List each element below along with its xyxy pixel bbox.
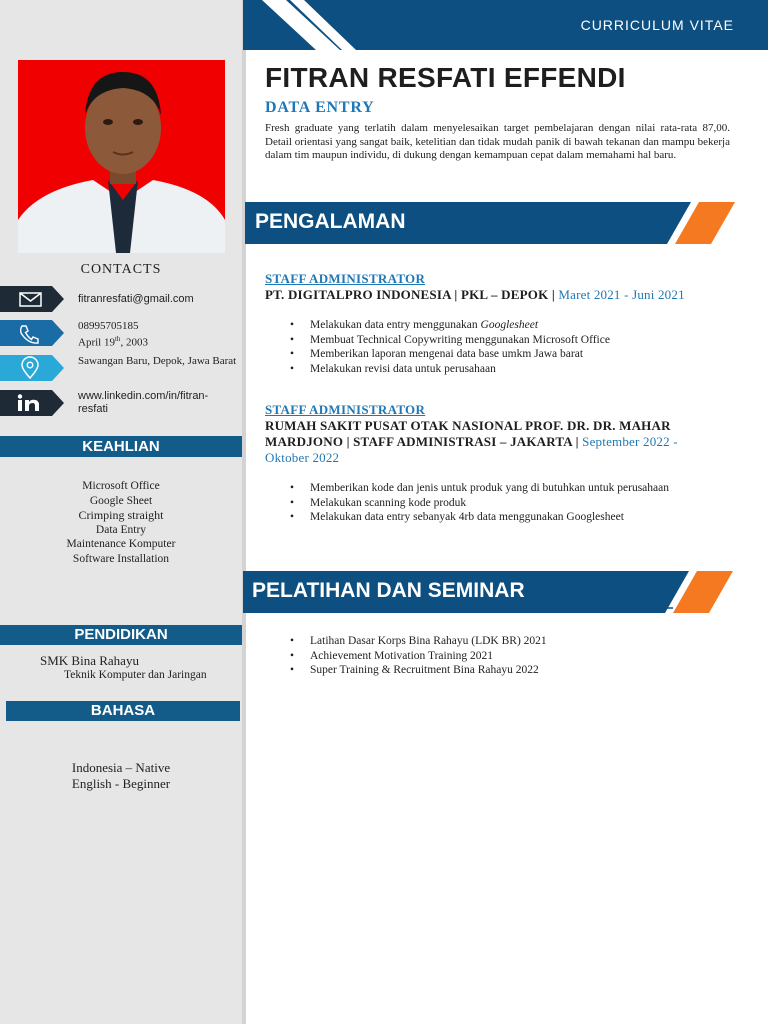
language-item: English - Beginner	[71, 776, 171, 791]
job-title-2: STAFF ADMINISTRATOR	[265, 402, 426, 417]
skill-item: Maintenance Komputer	[66, 538, 176, 550]
address-text: Sawangan Baru, Depok, Jawa Barat	[78, 355, 237, 367]
job-bullets-2	[286, 481, 686, 525]
linkedin-text[interactable]: www.linkedin.com/in/fitran-resfati	[78, 390, 209, 415]
header-label: CURRICULUM VITAE	[580, 17, 734, 33]
experience-title: PENGALAMAN	[255, 210, 406, 233]
training-title: PELATIHAN DAN SEMINAR	[252, 579, 525, 602]
list-item: • Memberikan laporan mengenai data base umkm Jawa barat	[286, 347, 726, 362]
profile-photo	[18, 60, 225, 253]
education-major: Teknik Komputer dan Jaringan	[64, 669, 207, 681]
list-item: • Melakukan revisi data untuk perusahaan	[286, 362, 726, 377]
job-title-1: STAFF ADMINISTRATOR	[265, 271, 426, 286]
language-item: Indonesia – Native	[71, 760, 171, 775]
skill-item: Google Sheet	[89, 494, 153, 507]
skills-header: KEAHLIAN	[0, 436, 242, 457]
birth-date: April 19th, 2003	[78, 335, 148, 349]
language-header: BAHASA	[6, 701, 240, 721]
language-list	[0, 760, 242, 792]
job-role: DATA ENTRY	[265, 99, 375, 116]
list-item: • Melakukan data entry sebanyak 4rb data menggunakan Googlesheet	[286, 510, 686, 525]
email-text[interactable]: fitranresfati@gmail.com	[78, 293, 194, 305]
list-item: • Latihan Dasar Korps Bina Rahayu (LDK BR) 2021	[286, 634, 706, 649]
education-header: PENDIDIKAN	[0, 625, 242, 645]
list-item: • Achievement Motivation Training 2021	[286, 649, 706, 664]
location-tab	[0, 355, 64, 381]
phone-tab	[0, 320, 64, 346]
profile-summary: Fresh graduate yang terlatih dalam menyelesaikan target pembelajaran dengan nilai rata-rata 87,00. Detail orientasi yang sangat baik, ketelitian dan tidak mudah panik di bawah tekanan dan mampu bekerja dalam tim maupun individu, di dukung dengan kemampuan cepat dalam memahami hal baru.	[265, 122, 730, 161]
contacts-title: CONTACTS	[80, 262, 162, 277]
job-bullets-1	[286, 318, 726, 376]
skill-item: Software Installation	[72, 552, 170, 565]
skill-item: Microsoft Office	[82, 480, 160, 492]
skills-list	[0, 479, 242, 566]
list-item: • Super Training & Recruitment Bina Rahayu 2022	[286, 663, 706, 678]
job-date-1: Maret 2021 - Juni 2021	[558, 287, 685, 302]
training-list	[286, 634, 706, 678]
list-item: • Membuat Technical Copywriting menggunakan Microsoft Office	[286, 333, 726, 348]
list-item: • Memberikan kode dan jenis untuk produk yang di butuhkan untuk perusahaan	[286, 481, 686, 496]
skill-item: Crimping straight	[78, 508, 164, 522]
job-date-2: September 2022 - Oktober 2022	[265, 434, 678, 465]
list-item: • Melakukan data entry menggunakan Googlesheet	[286, 318, 726, 333]
linkedin-tab	[0, 390, 64, 416]
sidebar-divider	[242, 0, 246, 1024]
job-org-1: PT. DIGITALPRO INDONESIA | PKL – DEPOK | Maret 2021 - Juni 2021	[265, 287, 685, 302]
phone-text: 08995705185	[78, 320, 139, 332]
full-name: FITRAN RESFATI EFFENDI	[265, 62, 626, 93]
list-item: • Melakukan scanning kode produk	[286, 496, 686, 511]
email-tab	[0, 286, 64, 312]
education-school: SMK Bina Rahayu	[40, 653, 139, 668]
skill-item: Data Entry	[95, 523, 147, 536]
job-org-2: RUMAH SAKIT PUSAT OTAK NASIONAL PROF. DR. DR. MAHAR MARDJONO | STAFF ADMINISTRASI – JAKARTA | September 2022 - Oktober 2022	[265, 418, 678, 465]
